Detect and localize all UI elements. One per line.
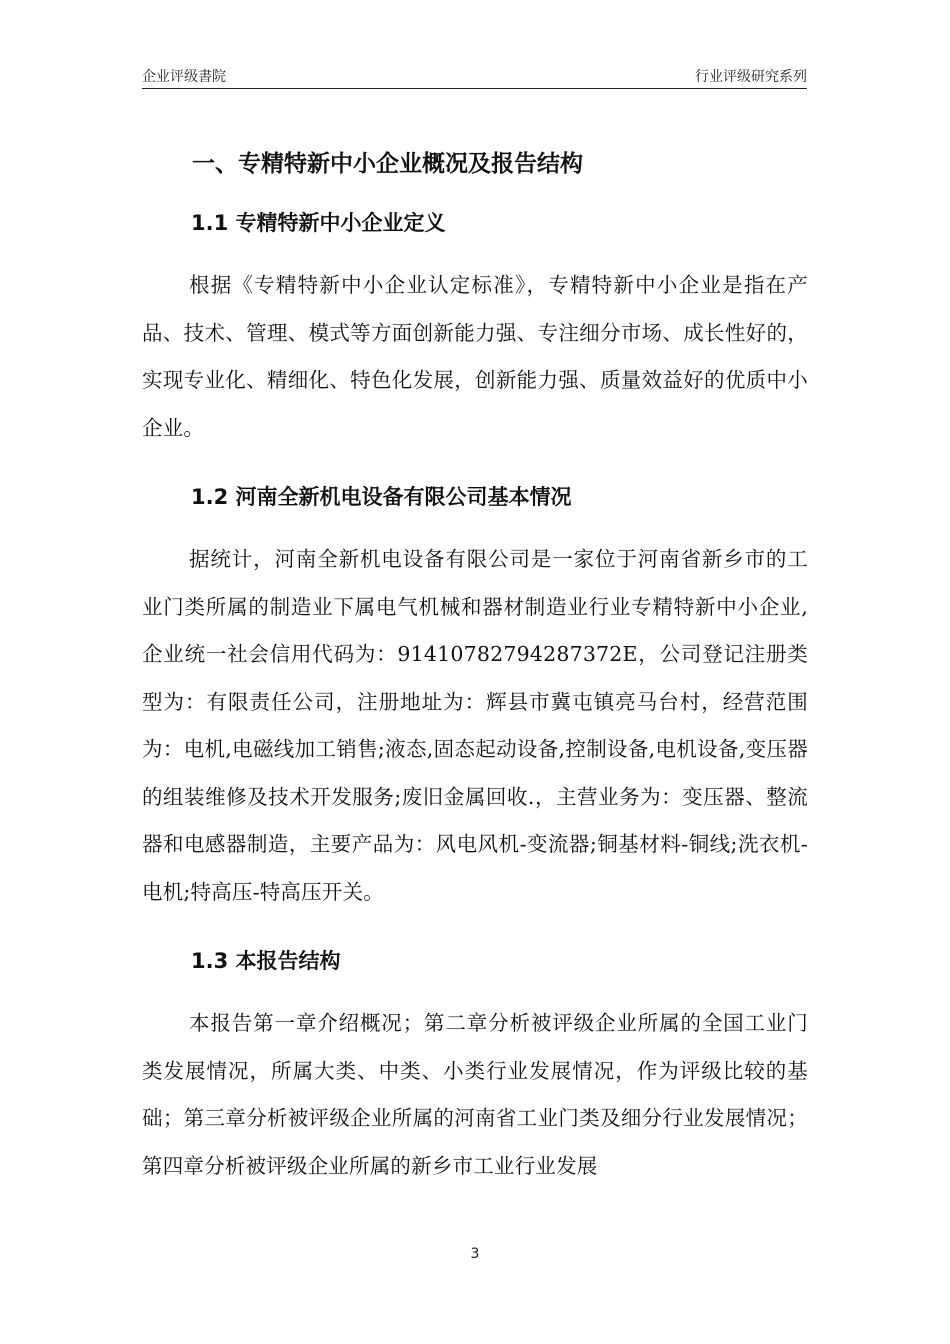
page-number: 3 xyxy=(470,1246,480,1262)
paragraph-definition: 根据《专精特新中小企业认定标准》，专精特新中小企业是指在产品、技术、管理、模式等方面创新能力强、专注细分市场、成长性好的，实现专业化、精细化、特色化发展，创新能力强、质量效益好的优质中小企业。 xyxy=(142,273,808,440)
subsection-title-1-2: 1.2 河南全新机电设备有限公司基本情况 xyxy=(191,485,572,509)
header-publisher: 企业评级書院 xyxy=(142,69,226,85)
subsection-title-1-1: 1.1 专精特新中小企业定义 xyxy=(191,211,446,235)
page-header xyxy=(142,66,807,89)
subsection-title-1-3: 1.3 本报告结构 xyxy=(191,949,341,973)
document-body xyxy=(142,136,808,1190)
section-title: 一、专精特新中小企业概况及报告结构 xyxy=(192,151,583,177)
paragraph-company-info: 据统计，河南全新机电设备有限公司是一家位于河南省新乡市的工业门类所属的制造业下属电气机械和器材制造业行业专精特新中小企业,企业统一社会信用代码为：91410782794287372E，公司登记注册类型为：有限责任公司，注册地址为：辉县市冀屯镇亮马台村，经营范围为：电机,电磁线加工销售;液态,固态起动设备,控制设备,电机设备,变压器的组装维修及技术开发服务;废旧金属回收.，主营业务为：变压器、整流器和电感器制造，主要产品为：风电风机-变流器;铜基材料-铜线;洗衣机-电机;特高压-特高压开关。 xyxy=(142,547,808,904)
paragraph-report-structure: 本报告第一章介绍概况；第二章分析被评级企业所属的全国工业门类发展情况，所属大类、中类、小类行业发展情况，作为评级比较的基础；第三章分析被评级企业所属的河南省工业门类及细分行业发展情况；第四章分析被评级企业所属的新乡市工业行业发展 xyxy=(142,1011,808,1178)
header-series: 行业评级研究系列 xyxy=(695,69,807,85)
